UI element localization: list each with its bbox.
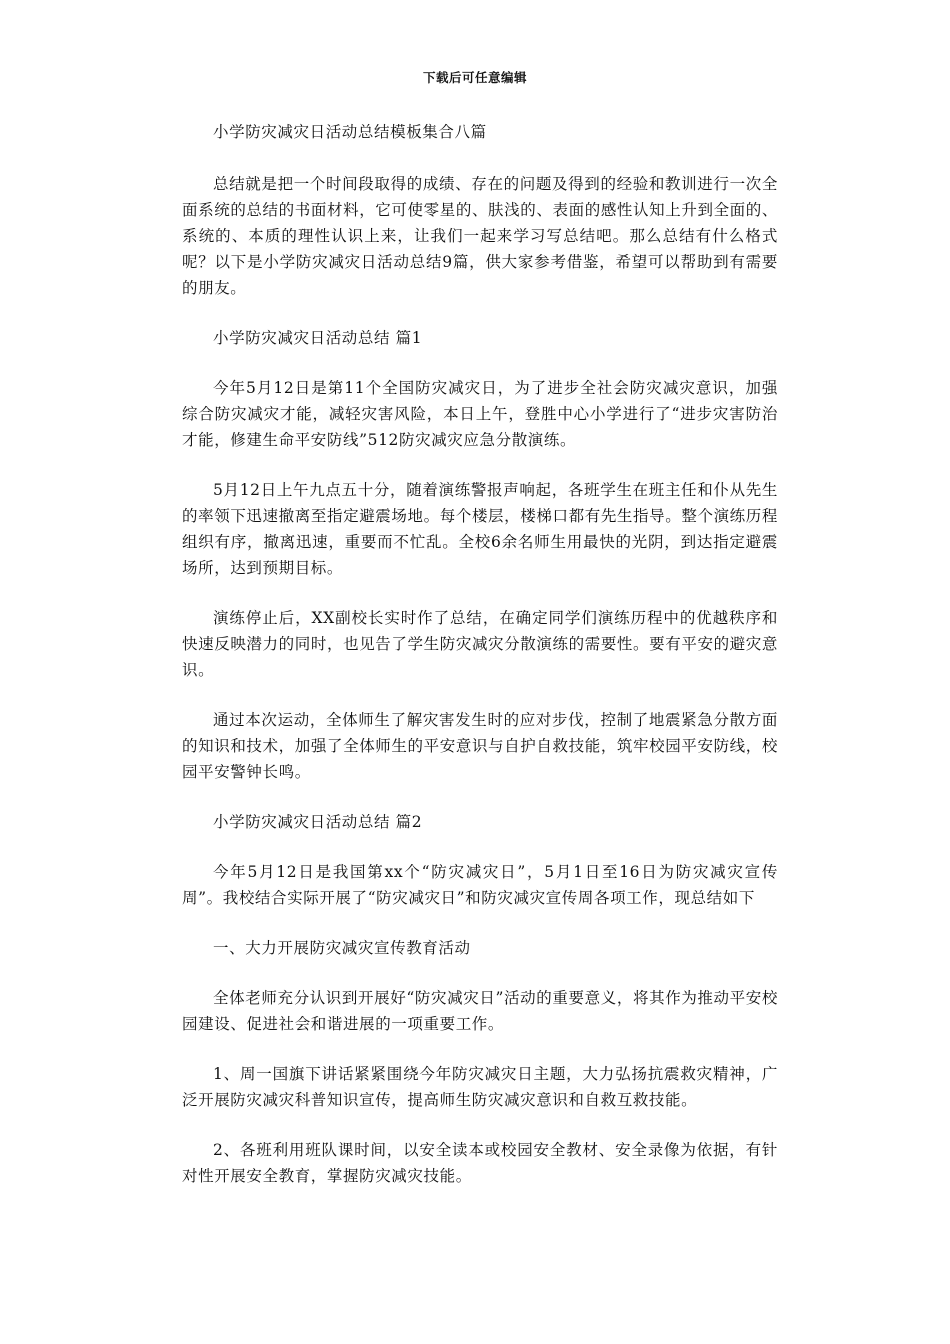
paragraph: 全体老师充分认识到开展好“防灾减灾日”活动的重要意义，将其作为推动平安校园建设、促进社会和谐进展的一项重要工作。 xyxy=(182,989,778,1033)
header-note: 下载后可任意编辑 xyxy=(422,70,527,85)
document-title: 小学防灾减灾日活动总结模板集合八篇 xyxy=(213,123,487,141)
list-item: 2、各班利用班队课时间，以安全读本或校园安全教材、安全录像为依据，有针对性开展安全教育，掌握防灾减灾技能。 xyxy=(182,1141,778,1185)
paragraph: 今年5月12日是我国第xx个“防灾减灾日”，5月1日至16日为防灾减灾宣传周”。我校结合实际开展了“防灾减灾日”和防灾减灾宣传周各项工作，现总结如下 xyxy=(182,863,778,907)
document-body xyxy=(182,119,778,1213)
intro-paragraph: 总结就是把一个时间段取得的成绩、存在的问题及得到的经验和教训进行一次全面系统的总结的书面材料，它可使零星的、肤浅的、表面的感性认知上升到全面的、系统的、本质的理性认识上来，让我们一起来学习写总结吧。那么总结有什么格式呢？以下是小学防灾减灾日活动总结9篇，供大家参考借鉴，希望可以帮助到有需要的朋友。 xyxy=(182,175,778,297)
paragraph: 演练停止后，XX副校长实时作了总结，在确定同学们演练历程中的优越秩序和快速反映潜力的同时，也见告了学生防灾减灾分散演练的需要性。要有平安的避灾意识。 xyxy=(182,609,778,679)
section-heading-1: 小学防灾减灾日活动总结 篇1 xyxy=(213,329,423,347)
paragraph: 今年5月12日是第11个全国防灾减灾日，为了进步全社会防灾减灾意识，加强综合防灾减灾才能，减轻灾害风险，本日上午，登胜中心小学进行了“进步灾害防治才能，修建生命平安防线”512防灾减灾应急分散演练。 xyxy=(182,379,778,449)
subsection-heading: 一、大力开展防灾减灾宣传教育活动 xyxy=(213,939,471,957)
section-heading-2: 小学防灾减灾日活动总结 篇2 xyxy=(213,813,423,831)
list-item: 1、周一国旗下讲话紧紧围绕今年防灾减灾日主题，大力弘扬抗震救灾精神，广泛开展防灾减灾科普知识宣传，提高师生防灾减灾意识和自救互救技能。 xyxy=(182,1065,778,1109)
paragraph: 通过本次运动，全体师生了解灾害发生时的应对步伐，控制了地震紧急分散方面的知识和技术，加强了全体师生的平安意识与自护自救技能，筑牢校园平安防线，校园平安警钟长鸣。 xyxy=(182,711,778,781)
paragraph: 5月12日上午九点五十分，随着演练警报声响起，各班学生在班主任和仆从先生的率领下迅速撤离至指定避震场地。每个楼层，楼梯口都有先生指导。整个演练历程组织有序，撤离迅速，重要而不忙乱。全校6余名师生用最快的光阴，到达指定避震场所，达到预期目标。 xyxy=(182,481,778,577)
